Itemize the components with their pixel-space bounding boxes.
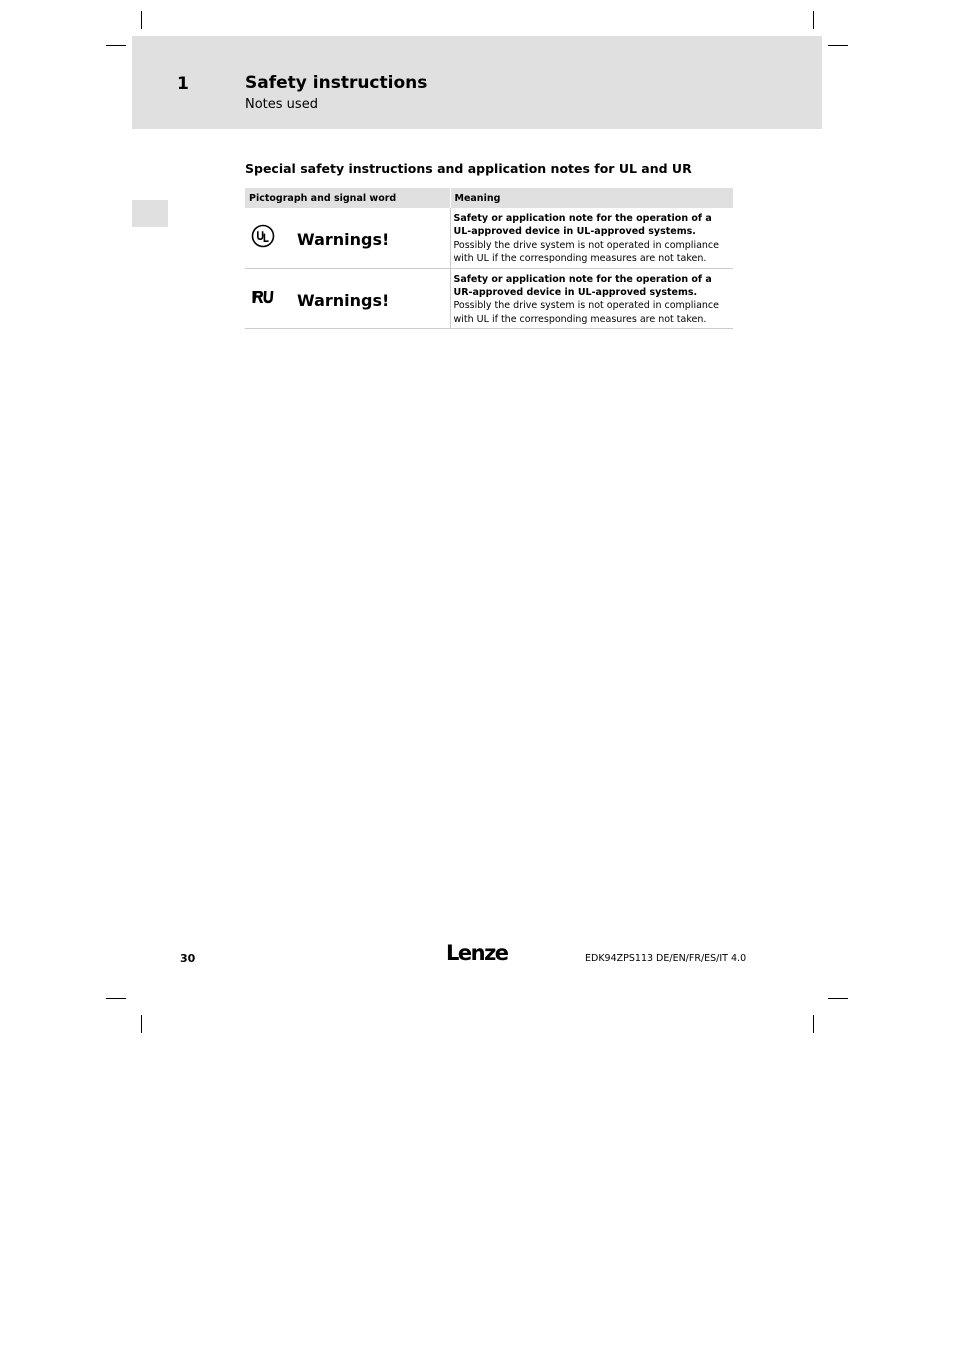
signal-word: Warnings! (297, 230, 390, 249)
signal-word: Warnings! (297, 290, 390, 310)
meaning-bold-line: Safety or application note for the operation of a (453, 273, 712, 285)
side-tab-marker (132, 200, 168, 227)
table-row (245, 208, 733, 268)
crop-mark-top-left-vertical (141, 11, 142, 29)
chapter-subtitle: Notes used (245, 97, 318, 112)
crop-mark-top-right-horizontal (828, 45, 848, 46)
meaning-line: with UL if the corresponding measures are not taken. (453, 253, 707, 265)
pictograph-wrapper (245, 269, 450, 328)
chapter-number: 1 (177, 74, 189, 94)
meaning-bold-line: UL-approved device in UL-approved systems. (453, 226, 696, 238)
meaning-bold-line: Safety or application note for the operation of a (453, 213, 712, 224)
section-heading: Special safety instructions and application notes for UL and UR (245, 161, 692, 176)
notes-table (245, 188, 733, 329)
meaning-line: Possibly the drive system is not operated in compliance (453, 239, 719, 251)
meaning-cell (450, 268, 733, 329)
ur-recognized-mark-icon (251, 285, 275, 309)
crop-mark-bottom-left-vertical (141, 1015, 142, 1033)
chapter-title: Safety instructions (245, 73, 428, 93)
meaning-bold-line: UR-approved device in UL-approved systems. (453, 287, 698, 299)
ul-listed-mark-icon (251, 224, 275, 248)
chapter-header-band (132, 36, 822, 129)
page-number: 30 (180, 952, 196, 965)
meaning-line: Possibly the drive system is not operated in compliance (453, 300, 719, 312)
pictograph-wrapper (245, 208, 450, 267)
crop-mark-bottom-left-horizontal (106, 998, 126, 999)
meaning-line: with UL if the corresponding measures are not taken. (453, 313, 707, 325)
column-header-meaning: Meaning (450, 188, 733, 208)
brand-logo: Lenze (446, 941, 508, 965)
table-row (245, 268, 733, 329)
column-header-pictograph: Pictograph and signal word (245, 188, 450, 208)
pictograph-cell (245, 268, 450, 329)
table-header-row (245, 188, 733, 208)
pictograph-cell (245, 208, 450, 268)
document-code: EDK94ZPS113 DE/EN/FR/ES/IT 4.0 (585, 953, 747, 964)
crop-mark-bottom-right-vertical (813, 1015, 814, 1033)
crop-mark-bottom-right-horizontal (828, 998, 848, 999)
crop-mark-top-left-horizontal (106, 45, 126, 46)
meaning-cell (450, 208, 733, 268)
crop-mark-top-right-vertical (813, 11, 814, 29)
